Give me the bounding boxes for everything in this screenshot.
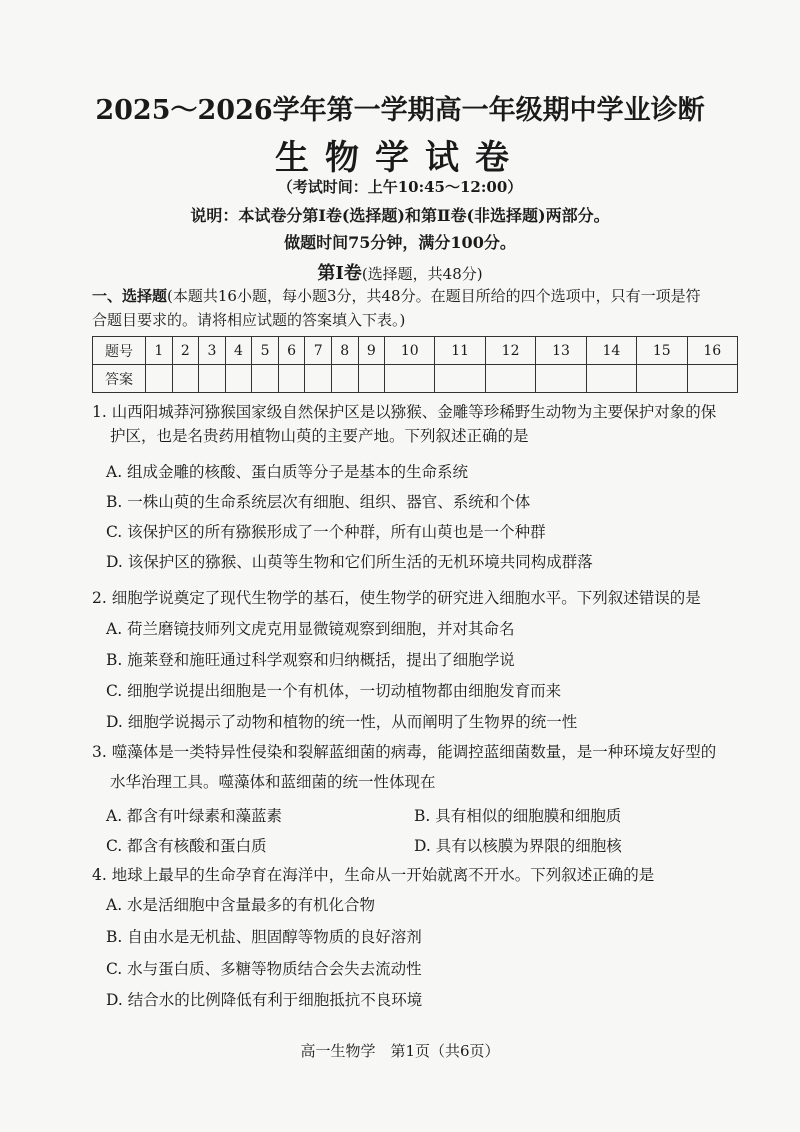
- question-2-option-a: A. 荷兰磨镜技师列文虎克用显微镜观察到细胞，并对其命名: [106, 620, 515, 638]
- answer-cell[interactable]: [146, 365, 173, 393]
- answer-table-number: 11: [435, 337, 485, 365]
- question-3-option-b: B. 具有相似的细胞膜和细胞质: [414, 807, 622, 825]
- part1-title-main: 第Ⅰ卷: [317, 263, 362, 284]
- answer-table-number: 10: [385, 337, 435, 365]
- question-2-option-c: C. 细胞学说提出细胞是一个有机体，一切动植物都由细胞发育而来: [106, 682, 562, 700]
- answer-table-number: 15: [637, 337, 687, 365]
- question-4-option-d: D. 结合水的比例降低有利于细胞抵抗不良环境: [106, 991, 423, 1009]
- answer-cell[interactable]: [225, 365, 252, 393]
- answer-table-number: 9: [358, 337, 385, 365]
- answer-table-number: 3: [199, 337, 226, 365]
- question-2-stem: [92, 586, 722, 610]
- answer-table-number: 6: [278, 337, 305, 365]
- part1-title: [0, 259, 800, 285]
- answer-table-answer-label: 答案: [93, 365, 146, 393]
- question-3-option-a: A. 都含有叶绿素和藻蓝素: [106, 807, 283, 825]
- question-4-stem-line1: 4. 地球上最早的生命孕育在海洋中，生命从一开始就离不开水。下列叙述正确的是: [92, 866, 655, 884]
- section-intro-text: (本题共16小题，每小题3分，共48分。在题目所给的四个选项中，只有一项是符合题目要求的。请将相应试题的答案填入下表。): [92, 287, 701, 329]
- question-2-option-d: D. 细胞学说揭示了动物和植物的统一性，从而阐明了生物界的统一性: [106, 713, 578, 731]
- question-1-stem: [92, 400, 722, 448]
- answer-table-number: 4: [225, 337, 252, 365]
- question-4-option-a: A. 水是活细胞中含量最多的有机化合物: [106, 896, 376, 914]
- question-2-option-b: B. 施莱登和施旺通过科学观察和归纳概括，提出了细胞学说: [106, 651, 515, 669]
- answer-cell[interactable]: [252, 365, 279, 393]
- answer-cell[interactable]: [536, 365, 586, 393]
- answer-cell[interactable]: [199, 365, 226, 393]
- answer-table-number: 8: [331, 337, 358, 365]
- answer-table-number: 13: [536, 337, 586, 365]
- question-1-option-b: B. 一株山萸的生命系统层次有细胞、组织、器官、系统和个体: [106, 493, 531, 511]
- section-intro: [92, 284, 712, 332]
- answer-table-number: 5: [252, 337, 279, 365]
- question-3-option-d: D. 具有以核膜为界限的细胞核: [414, 837, 622, 855]
- answer-table-number-label: 题号: [93, 337, 146, 365]
- question-4-option-b: B. 自由水是无机盐、胆固醇等物质的良好溶剂: [106, 928, 422, 946]
- answer-table-answer-row: [93, 365, 738, 393]
- question-1-option-c: C. 该保护区的所有猕猴形成了一个种群，所有山萸也是一个种群: [106, 523, 546, 541]
- answer-table-number: 7: [305, 337, 332, 365]
- answer-cell[interactable]: [586, 365, 636, 393]
- answer-cell[interactable]: [331, 365, 358, 393]
- question-4-option-c: C. 水与蛋白质、多糖等物质结合会失去流动性: [106, 960, 422, 978]
- page-footer: 高一生物学 第1页（共6页）: [300, 1042, 500, 1060]
- exam-note-line2: 做题时间75分钟，满分100分。: [284, 233, 516, 252]
- answer-table-number: 16: [687, 337, 738, 365]
- question-3-stem: [92, 740, 722, 794]
- question-1-option-a: A. 组成金雕的核酸、蛋白质等分子是基本的生命系统: [106, 463, 469, 481]
- answer-table-number: 14: [586, 337, 636, 365]
- answer-cell[interactable]: [172, 365, 199, 393]
- answer-table-number: 1: [146, 337, 173, 365]
- answer-cell[interactable]: [385, 365, 435, 393]
- answer-table-number-row: [93, 337, 738, 365]
- question-3-stem-line2: 水华治理工具。噬藻体和蓝细菌的统一性体现在: [110, 773, 436, 791]
- exam-title-line1: 2025～2026学年第一学期高一年级期中学业诊断: [95, 95, 705, 126]
- answer-cell[interactable]: [305, 365, 332, 393]
- answer-cell[interactable]: [435, 365, 485, 393]
- question-3-stem-line1: 3. 噬藻体是一类特异性侵染和裂解蓝细菌的病毒，能调控蓝细菌数量，是一种环境友好型的: [92, 743, 717, 761]
- part1-title-sub: (选择题，共48分): [361, 265, 483, 283]
- section-intro-heading: 一、选择题: [92, 287, 168, 305]
- answer-cell[interactable]: [687, 365, 738, 393]
- answer-table-number: 2: [172, 337, 199, 365]
- question-2-stem-line1: 2. 细胞学说奠定了现代生物学的基石，使生物学的研究进入细胞水平。下列叙述错误的是: [92, 589, 701, 607]
- question-4-stem: [92, 863, 722, 887]
- answer-cell[interactable]: [278, 365, 305, 393]
- answer-cell[interactable]: [485, 365, 535, 393]
- answer-cell[interactable]: [358, 365, 385, 393]
- answer-table: [92, 336, 738, 393]
- answer-cell[interactable]: [637, 365, 687, 393]
- answer-table-number: 12: [485, 337, 535, 365]
- exam-time: （考试时间：上午10:45～12:00）: [277, 178, 523, 196]
- exam-note-line1: 说明：本试卷分第Ⅰ卷(选择题)和第Ⅱ卷(非选择题)两部分。: [190, 206, 610, 225]
- question-1-stem-line1: 1. 山西阳城莽河猕猴国家级自然保护区是以猕猴、金雕等珍稀野生动物为主要保护对象的保: [92, 403, 717, 421]
- question-3-option-c: C. 都含有核酸和蛋白质: [106, 837, 267, 855]
- exam-title-subject: 生物学试卷: [275, 138, 525, 178]
- question-1-option-d: D. 该保护区的猕猴、山萸等生物和它们所生活的无机环境共同构成群落: [106, 553, 593, 571]
- question-1-stem-line2: 护区，也是名贵药用植物山萸的主要产地。下列叙述正确的是: [110, 427, 529, 445]
